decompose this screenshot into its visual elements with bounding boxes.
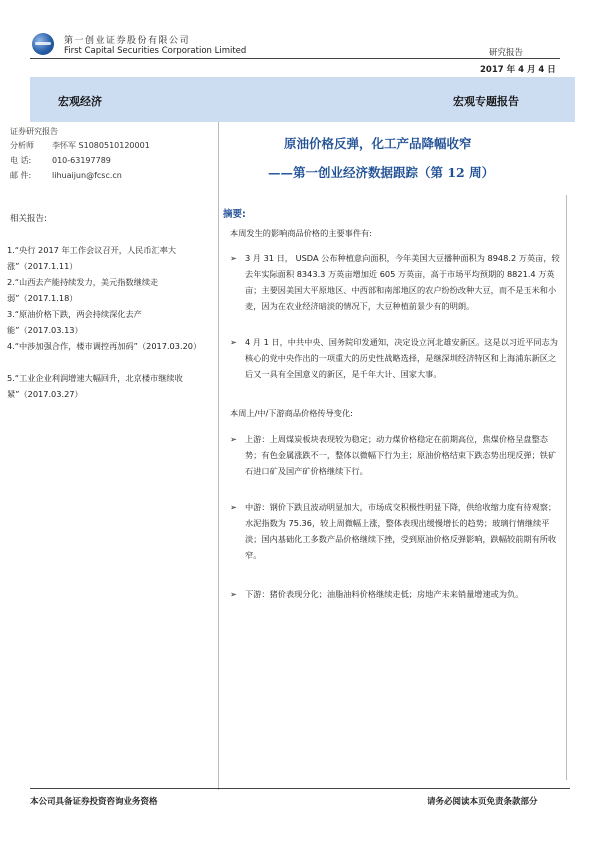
chain-text-upstream: 上游：上周煤炭板块表现较为稳定；动力煤价格稳定在前期高位，焦煤价格呈盘整态势；有色金属涨跌不一，整体以微幅下行为主；原油价格结束下跌态势出现反弹；铁矿石进口矿及国产矿价格继续下行。 [245, 434, 557, 476]
company-name-en: First Capital Securities Corporation Limited [64, 46, 247, 56]
footer-divider [30, 788, 570, 789]
phone-row [10, 155, 111, 166]
related-report-item[interactable]: 3.“原油价格下跌，两会持续深化去产能”（2017.03.13） [7, 309, 142, 335]
company-name-cn: 第一创业证券股份有限公司 [64, 36, 191, 46]
report-title: 原油价格反弹，化工产品降幅收窄 [284, 136, 472, 151]
footer-qualification: 本公司具备证券投资咨询业务资格 [30, 797, 158, 807]
chain-intro: 本周上/中/下游商品价格传导变化: [230, 408, 353, 418]
dept-label: 证券研究报告 [10, 127, 58, 136]
header-divider [30, 58, 560, 59]
analyst-value: 李怀军 S1080510120001 [52, 141, 150, 150]
event-text: 3 月 31 日， USDA 公布种植意向面积，今年美国大豆播种面积为 8948.2 万英亩，较去年实际面积 8343.3 万英亩增加近 605 万英亩，高于市场平均预期的 8821.4 万英亩；主要因美国大平原地区、中西部和南部地区的农户纷纷改种大豆，而不是玉米和小麦，因为在农业经济暗淡的情况下，大豆种植前景少有的明朗。 [245, 253, 560, 311]
event-item [230, 250, 560, 314]
bullet-icon: ➢ [230, 589, 237, 599]
email-row [10, 170, 122, 181]
related-report-item[interactable]: 2.“山西去产能持续发力，美元指数继续走弱”（2017.1.18） [7, 277, 159, 303]
bullet-icon: ➢ [230, 337, 237, 347]
report-category: 宏观专题报告 [453, 95, 519, 108]
chain-item [230, 499, 560, 563]
report-date: 2017 年 4 月 4 日 [480, 65, 556, 75]
event-text: 4 月 1 日，中共中央、国务院印发通知，决定设立河北雄安新区。这是以习近平同志为核心的党中央作出的一项重大的历史性战略选择，是继深圳经济特区和上海浦东新区之后又一具有全国意义的新区，是千年大计、国家大事。 [245, 337, 558, 379]
category-label: 宏观经济 [58, 95, 102, 108]
analyst-label: 分析师 [10, 141, 34, 150]
right-margin-line [566, 195, 567, 780]
abstract-intro: 本周发生的影响商品价格的主要事件有: [230, 228, 372, 238]
chain-item [230, 431, 560, 479]
report-type: 研究报告 [489, 48, 524, 58]
phone-label: 电 话: [10, 156, 32, 165]
related-heading: 相关报告: [10, 214, 47, 224]
related-report-item[interactable]: 4.“中涉加强合作，楼市调控再加码”（2017.03.20） [7, 341, 202, 351]
footer-disclaimer[interactable]: 请务必阅读本页免责条款部分 [427, 797, 538, 807]
phone-value: 010-63197789 [52, 156, 111, 165]
email-label: 邮 件: [10, 171, 32, 180]
chain-text-downstream: 下游：猪价表现分化；油脂油料价格继续走低；房地产未来销量增速或为负。 [245, 589, 524, 599]
analyst-row [10, 140, 150, 151]
related-report-item[interactable]: 5.“工业企业利润增速大幅回升，北京楼市继续收紧”（2017.03.27） [7, 373, 183, 399]
related-report-item[interactable]: 1.“央行 2017 年工作会议召开，人民币汇率大涨”（2017.1.11） [7, 245, 177, 271]
email-value[interactable]: lihuaijun@fcsc.cn [52, 171, 122, 180]
bullet-icon: ➢ [230, 253, 237, 263]
column-divider [218, 122, 219, 790]
chain-item [230, 586, 560, 602]
company-logo-icon [32, 33, 54, 55]
event-item [230, 334, 560, 382]
bullet-icon: ➢ [230, 502, 237, 512]
chain-text-midstream: 中游：钢价下跌且波动明显加大，市场成交积极性明显下降，供给收缩力度有待观察；水泥指数为 75.36，较上周微幅上涨，整体表现出缓慢增长的趋势；玻璃行情继续平淡；国内基础化工多数产品价格继续下挫，受到原油价格反弹影响，跌幅较前期有所收窄。 [245, 502, 557, 560]
report-subtitle: ——第一创业经济数据跟踪（第 12 周） [268, 165, 495, 180]
bullet-icon: ➢ [230, 434, 237, 444]
abstract-heading: 摘要: [223, 209, 246, 220]
